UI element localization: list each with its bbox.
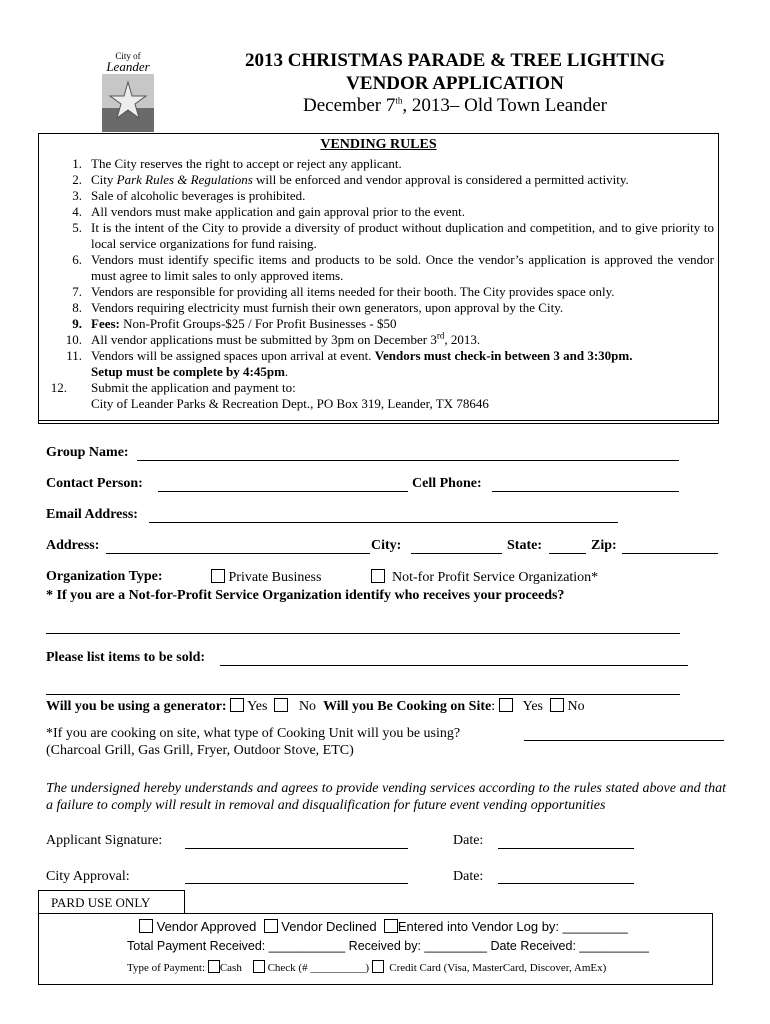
generator-no-text: No — [298, 699, 317, 714]
city-approval-field[interactable] — [185, 883, 408, 884]
vendor-status-row — [139, 919, 628, 934]
city-approval-date-label: Date: — [453, 869, 484, 884]
vendor-log-checkbox[interactable] — [384, 919, 398, 933]
cash-checkbox[interactable] — [208, 960, 220, 973]
nonprofit-checkbox[interactable] — [371, 569, 385, 583]
applicant-date-label: Date: — [453, 833, 484, 848]
cooking-no-checkbox[interactable] — [550, 698, 564, 712]
cash-text: Cash — [219, 962, 242, 974]
contact-person-field[interactable] — [158, 491, 408, 492]
check-checkbox[interactable] — [253, 960, 265, 973]
cooking-no-text: No — [567, 699, 585, 714]
email-address-label: Email Address: — [46, 507, 138, 522]
zip-label: Zip: — [591, 538, 617, 553]
vending-rules-heading: VENDING RULES — [320, 137, 437, 152]
applicant-signature-label: Applicant Signature: — [46, 833, 163, 848]
total-payment-row: Total Payment Received: ___________ Received by: _________ Date Received: __________ — [127, 939, 649, 953]
private-business-text: Private Business — [228, 570, 322, 585]
generator-label: Will you be using a generator: — [46, 699, 227, 714]
vendor-declined-text: Vendor Declined — [281, 919, 377, 934]
items-sold-field-2[interactable] — [46, 694, 680, 695]
state-label: State: — [507, 538, 542, 553]
nonprofit-option[interactable] — [371, 569, 598, 586]
city-field[interactable] — [411, 553, 502, 554]
generator-no-checkbox[interactable] — [274, 698, 288, 712]
type-of-payment-label: Type of Payment: — [127, 962, 206, 974]
payment-type-row — [127, 960, 606, 974]
cooking-yes-checkbox[interactable] — [499, 698, 513, 712]
credit-card-checkbox[interactable] — [372, 960, 384, 973]
vendor-log-text: Entered into Vendor Log by: _________ — [397, 919, 628, 934]
state-field[interactable] — [549, 553, 586, 554]
logo-text-bottom: Leander — [106, 59, 150, 74]
cooking-examples: (Charcoal Grill, Gas Grill, Fryer, Outdoor Stove, ETC) — [46, 743, 354, 758]
credit-card-text: Credit Card (Visa, MasterCard, Discover, AmEx) — [389, 962, 607, 974]
items-sold-field[interactable] — [220, 665, 688, 666]
agreement-statement: The undersigned hereby understands and agrees to provide vending services according to the rules stated above and that a failure to comply will result in removal and disqualification for future event vending opportunities — [46, 781, 726, 813]
applicant-date-field[interactable] — [498, 848, 634, 849]
contact-person-label: Contact Person: — [46, 476, 143, 491]
group-name-field[interactable] — [137, 460, 679, 461]
address-label: Address: — [46, 538, 100, 553]
applicant-signature-field[interactable] — [185, 848, 408, 849]
nonprofit-text: Not-for Profit Service Organization* — [392, 570, 599, 585]
organization-type-label: Organization Type: — [46, 569, 163, 584]
vending-rules-box: VENDING RULES 1. The City reserves the right to accept or reject any applicant. 2. City Park Rules & Regulations will be enforced and vendor approval is considered a permitted activity. 3. Sale of alcoholic beverages is prohibited. 4. All vendors must make application and gain approval prior to the event. 5. It is the intent of the City to provide a diversity of product without duplication and competition, and to give priority to local service organizations for fund raising. 6. Vendors must identify specific items and products to be sold. Once the vendor’s application is approved the vendor must agree to limit sales to only approved items. 7. Vendors are responsible for providing all items needed for their booth. The City provides space only. 8. Vendors requiring electricity must furnish their own generators, upon approval by the City. 9. Fees: Non-Profit Groups-$25 / For Profit Businesses - $50 10. All vendor applications must be submitted by 3pm on December 3rd, 2013. 11. Vendors will be assigned spaces upon arrival at event. Vendors must check-in between 3 and 3:30pm. Setup must be complete by 4:45pm. 12. Submit the application and payment to: City of Leander Parks & Recreation Dept., PO Box 319, Leander, TX 78646 — [38, 133, 719, 424]
private-business-checkbox[interactable] — [211, 569, 225, 583]
pard-use-only-tab: PARD USE ONLY — [38, 890, 185, 914]
email-address-field[interactable] — [149, 522, 618, 523]
generator-yes-text: Yes — [247, 699, 268, 714]
proceeds-recipient-field[interactable] — [46, 633, 680, 634]
address-field[interactable] — [106, 553, 370, 554]
city-approval-date-field[interactable] — [498, 883, 634, 884]
private-business-option[interactable] — [211, 569, 321, 586]
logo-text-top: City of — [115, 51, 141, 61]
cooking-type-question: *If you are cooking on site, what type of Cooking Unit will you be using? — [46, 726, 461, 741]
nonprofit-note: * If you are a Not-for-Profit Service Organization identify who receives your proceeds? — [46, 588, 565, 603]
vendor-approved-checkbox[interactable] — [139, 919, 153, 933]
city-of-leander-logo — [100, 52, 156, 132]
event-date: December 7th, 2013– Old Town Leander — [303, 95, 607, 116]
vendor-approved-text: Vendor Approved — [156, 919, 257, 934]
items-sold-label: Please list items to be sold: — [46, 650, 206, 665]
group-name-label: Group Name: — [46, 445, 129, 460]
cooking-yes-text: Yes — [522, 699, 543, 714]
pard-use-only-box — [38, 913, 713, 985]
generator-cooking-row: Will you be using a generator: Yes No Will you Be Cooking on Site: Yes No — [46, 699, 585, 714]
city-approval-label: City Approval: — [46, 869, 130, 884]
title-line-2: VENDOR APPLICATION — [346, 73, 564, 94]
cooking-type-field[interactable] — [524, 740, 724, 741]
cell-phone-field[interactable] — [492, 491, 679, 492]
zip-field[interactable] — [622, 553, 718, 554]
cooking-label: Will you Be Cooking on Site — [323, 699, 492, 714]
check-text: Check (# __________) — [267, 962, 369, 974]
title-line-1: 2013 CHRISTMAS PARADE & TREE LIGHTING — [245, 50, 665, 71]
cell-phone-label: Cell Phone: — [412, 476, 482, 491]
star-emblem-icon — [100, 74, 156, 132]
generator-yes-checkbox[interactable] — [230, 698, 244, 712]
vendor-declined-checkbox[interactable] — [264, 919, 278, 933]
city-label: City: — [371, 538, 402, 553]
